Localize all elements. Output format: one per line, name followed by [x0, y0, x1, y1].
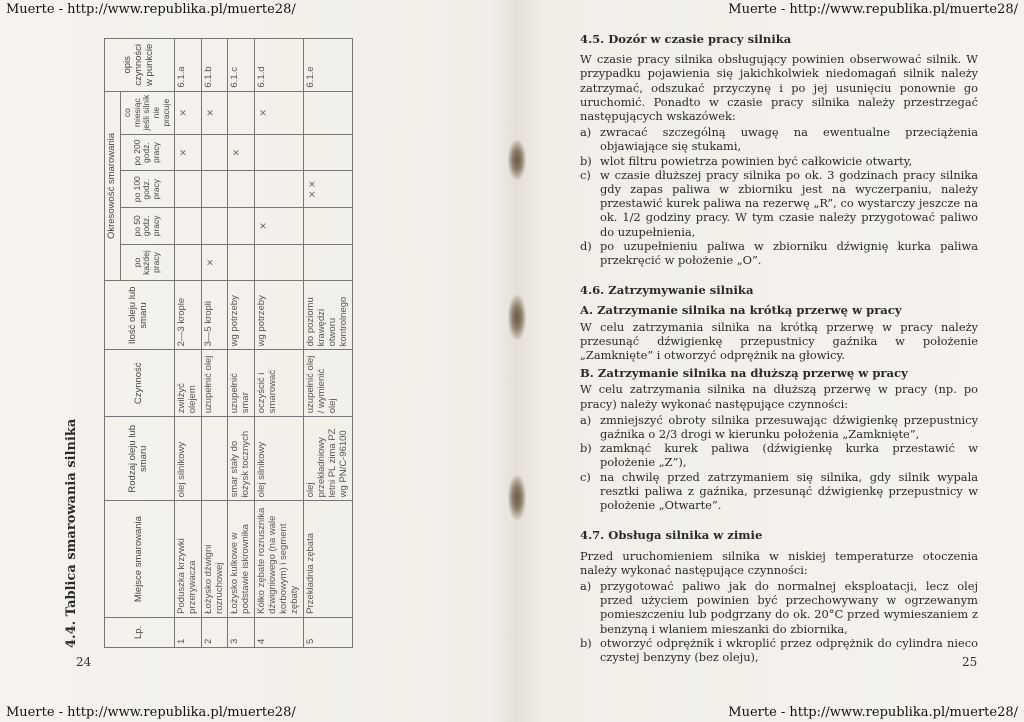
cell-action: uzupełnić olej / wymienić olej — [303, 350, 352, 417]
binding-staple-bottom — [508, 475, 526, 520]
table-row — [303, 39, 352, 648]
cell-h200 — [255, 134, 304, 171]
cell-place: Przekładnia zębata — [303, 501, 352, 617]
header-description: opis czynności w punkcie — [105, 39, 175, 92]
cell-monthly — [303, 91, 352, 134]
page-number-right: 25 — [962, 655, 978, 669]
section-4-5-title: 4.5. Dozór w czasie pracy silnika — [580, 32, 792, 46]
list-letter: d) — [580, 238, 592, 253]
cell-h100 — [228, 171, 255, 208]
cell-every — [303, 244, 352, 281]
list-item — [580, 470, 978, 513]
cell-h50 — [174, 208, 201, 245]
header-after-100: po 100 godz. pracy — [120, 171, 174, 208]
header-after-200: po 200 godz. pracy — [120, 134, 174, 171]
left-page — [64, 38, 479, 648]
cell-desc: 6.1.d — [255, 39, 304, 92]
header-lp: Lp. — [105, 617, 175, 647]
list-item — [580, 441, 978, 469]
list-text: przygotować paliwo jak do normalnej eksploatacji, lecz olej przed użyciem powinien być przechowywany w ogrzewanym pomieszczeniu lub podgrzany do ok. 20°C przed wymieszaniem z benzyną i wlaniem mieszanki do zbiornika, — [600, 578, 978, 636]
header-amount: Ilość oleju lub smaru — [105, 281, 175, 350]
cell-monthly: × — [174, 91, 201, 134]
cell-lp: 3 — [228, 617, 255, 647]
cell-h200: × — [174, 134, 201, 171]
list-letter: b) — [580, 153, 592, 168]
cell-desc: 6.1.a — [174, 39, 201, 92]
cell-h100: × × — [303, 171, 352, 208]
section-4-6-a-title: A. Zatrzymanie silnika na krótką przerwę w pracy — [580, 303, 902, 318]
cell-monthly — [228, 91, 255, 134]
list-text: na chwilę przed zatrzymaniem się silnika, gdy silnik wypala resztki paliwa z gaźnika, przesunąć dźwigienkę przepustnicy w położenie „Otwarte”. — [600, 469, 978, 513]
cell-h100 — [174, 171, 201, 208]
cell-desc: 6.1.b — [201, 39, 228, 92]
cell-h200: × — [228, 134, 255, 171]
binding-staple-middle — [508, 295, 526, 340]
cell-place: Kółko zębate rozrusznika dźwigniowego (na wale korbowym) i segment zębaty — [255, 501, 304, 617]
cell-lp: 1 — [174, 617, 201, 647]
table-row — [174, 39, 201, 648]
cell-action: oczyścić i smarować — [255, 350, 304, 417]
list-text: zamknąć kurek paliwa (dźwigienkę kurka przestawić w położenie „Z”), — [600, 441, 978, 470]
cell-action: uzupełnić smar — [228, 350, 255, 417]
cell-every — [255, 244, 304, 281]
list-text: zwracać szczególną uwagę na ewentualne przeciążenia objawiające się stukami, — [600, 125, 978, 154]
list-letter: c) — [580, 167, 591, 182]
cell-amount: wg potrzeby — [228, 281, 255, 350]
list-text: w czasie dłuższej pracy silnika po ok. 3 godzinach pracy silnika gdy zapas paliwa w zbiorniku jest na wyczerpaniu, należy przestawić kurek paliwa na rezerwę „R”, co wystarczy jeszcze na ok. 1/2 godziny pracy. W tym czasie należy przygotować paliwo do uzupełnienia, — [600, 167, 978, 239]
list-item — [580, 636, 978, 664]
cell-h200 — [201, 134, 228, 171]
header-place: Miejsce smarowania — [105, 501, 175, 617]
list-letter: b) — [580, 441, 592, 456]
cell-monthly: × — [201, 91, 228, 134]
table-row — [228, 39, 255, 648]
table-title: 4.4. Tablica smarowania silnika — [64, 418, 79, 648]
cell-oil — [201, 417, 228, 501]
header-oil-type: Rodzaj oleju lub smaru — [105, 417, 175, 501]
list-letter: b) — [580, 635, 592, 650]
section-4-6-b-intro: W celu zatrzymania silnika na dłuższą przerwę w pracy (np. po pracy) należy wykonać następujące czynności: — [580, 382, 978, 411]
cell-h200 — [303, 134, 352, 171]
watermark-bottom-left[interactable]: Muerte - http://www.republika.pl/muerte28/ — [6, 705, 296, 720]
cell-action: zwilżyć olejem — [174, 350, 201, 417]
header-action: Czynność — [105, 350, 175, 417]
cell-amount: do poziomu krawędzi otworu kontrolnego — [303, 281, 352, 350]
section-4-6-a-text: W celu zatrzymania silnika na krótką przerwę w pracy należy przesunąć dźwigienkę przepustnicy gaźnika w położenie „Zamknięte” i otworzyć odprężnik na głowicy. — [580, 319, 978, 363]
list-text: otworzyć odprężnik i wkroplić przez odprężnik do cylindra nieco czystej benzyny (bez oleju), — [600, 635, 978, 664]
header-after-50: po 50 godz. pracy — [120, 208, 174, 245]
cell-every: × — [201, 244, 228, 281]
lubrication-table — [104, 38, 353, 648]
section-4-5-intro: W czasie pracy silnika obsługujący powinien obserwować silnik. W przypadku pojawienia się jakichkolwiek niedomagań silnik należy zatrzymać, odszukać przyczynę i po jej usunięciu ponownie go uruchomić. Ponadto w czasie pracy silnika należy przestrzegać następujących wskazówek: — [580, 52, 978, 124]
cell-desc: 6.1.c — [228, 39, 255, 92]
binding-staple-top — [508, 140, 526, 180]
cell-place: Łożysko kulkowe w podstawie iskrownika — [228, 501, 255, 617]
section-4-7-intro: Przed uruchomieniem silnika w niskiej temperaturze otoczenia należy wykonać następujące czynności: — [580, 548, 978, 577]
cell-h50 — [228, 208, 255, 245]
section-4-7-title: 4.7. Obsługa silnika w zimie — [580, 528, 763, 543]
list-item — [580, 125, 978, 153]
header-frequency: Okresowość smarowania — [105, 91, 121, 281]
cell-h50 — [303, 208, 352, 245]
cell-h100 — [201, 171, 228, 208]
cell-action: uzupełnić olej — [201, 350, 228, 417]
cell-place: Łożysko dźwigni rozruchowej — [201, 501, 228, 617]
cell-oil: olej silnikowy — [255, 417, 304, 501]
list-item — [580, 154, 978, 168]
list-letter: a) — [580, 578, 592, 593]
watermark-bottom-right[interactable]: Muerte - http://www.republika.pl/muerte28/ — [728, 705, 1018, 720]
list-item — [580, 579, 978, 636]
list-letter: c) — [580, 469, 591, 484]
cell-place: Poduszka krzywki przerywacza — [174, 501, 201, 617]
list-text: wlot filtru powietrza powinien być całkowicie otwarty, — [600, 153, 913, 168]
cell-oil: smar stały do łożysk tocznych — [228, 417, 255, 501]
cell-amount: wg potrzeby — [255, 281, 304, 350]
cell-h100 — [255, 171, 304, 208]
cell-h50 — [201, 208, 228, 245]
right-page — [580, 32, 978, 668]
section-4-5-list — [580, 125, 978, 267]
table-row — [201, 39, 228, 648]
list-item — [580, 239, 978, 267]
cell-monthly: × — [255, 91, 304, 134]
section-4-6-b-title: B. Zatrzymanie silnika na dłuższą przerwę w pracy — [580, 366, 908, 381]
table-row — [255, 39, 304, 648]
watermark-top-left[interactable]: Muerte - http://www.republika.pl/muerte28/ — [6, 2, 296, 17]
cell-every — [228, 244, 255, 281]
cell-lp: 5 — [303, 617, 352, 647]
list-text: po uzupełnieniu paliwa w zbiorniku dźwignię kurka paliwa przekręcić w położenie „O”. — [600, 238, 978, 268]
cell-oil: olej przekładniowy letni PL zima PZ wg PN/C-96100 — [303, 417, 352, 501]
cell-lp: 2 — [201, 617, 228, 647]
cell-lp: 4 — [255, 617, 304, 647]
cell-every — [174, 244, 201, 281]
watermark-top-right[interactable]: Muerte - http://www.republika.pl/muerte28/ — [728, 2, 1018, 17]
page-number-left: 24 — [76, 655, 92, 669]
list-letter: a) — [580, 412, 592, 427]
section-4-7-list — [580, 579, 978, 664]
list-text: zmniejszyć obroty silnika przesuwając dźwigienkę przepustnicy gaźnika o 2/3 drogi w kierunku położenia „Zamknięte”, — [600, 412, 978, 442]
list-item — [580, 168, 978, 239]
cell-amount: 2—3 krople — [174, 281, 201, 350]
cell-amount: 3—5 kropli — [201, 281, 228, 350]
header-every-work: po każdej pracy — [120, 244, 174, 281]
header-monthly: co miesiąc jeśli silnik nie pracuje — [120, 91, 174, 134]
cell-h50: × — [255, 208, 304, 245]
cell-desc: 6.1.e — [303, 39, 352, 92]
cell-oil: olej silnikowy — [174, 417, 201, 501]
list-letter: a) — [580, 125, 592, 140]
list-item — [580, 413, 978, 441]
section-4-6-b-list — [580, 413, 978, 512]
section-4-6-title: 4.6. Zatrzymywanie silnika — [580, 283, 754, 298]
lubrication-table-rotated — [64, 38, 479, 648]
